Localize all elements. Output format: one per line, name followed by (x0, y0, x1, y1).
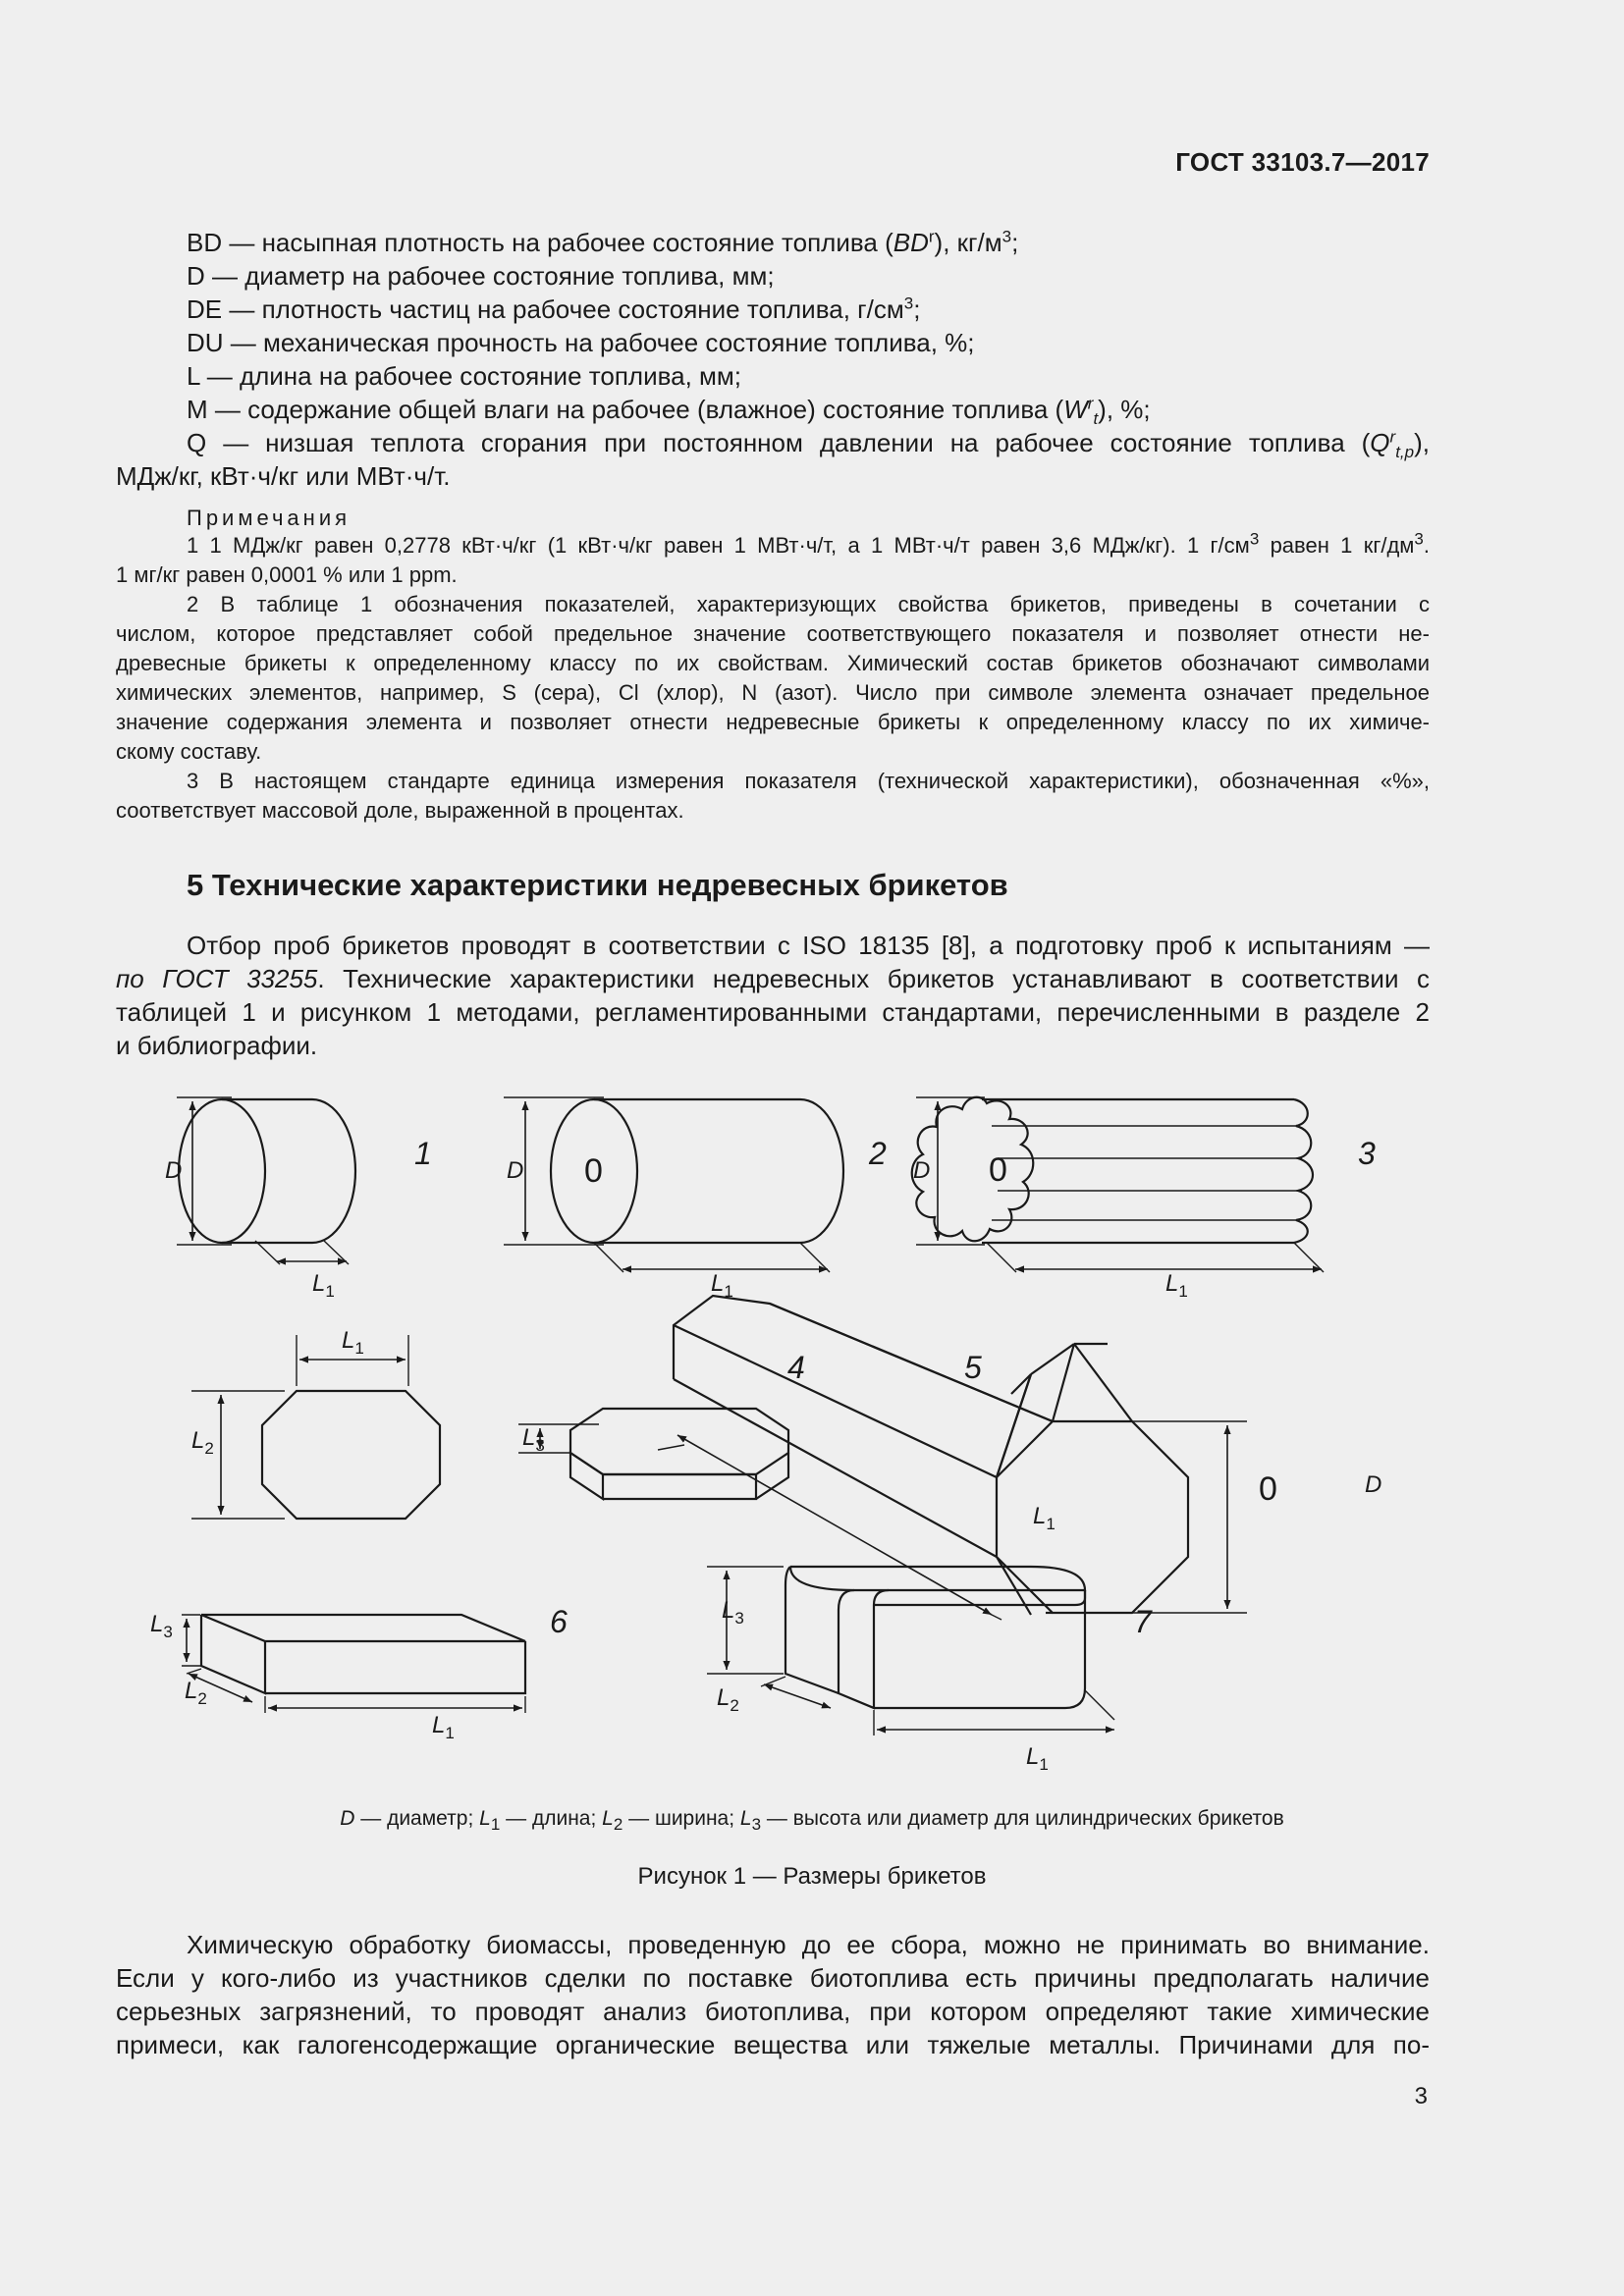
label-l: $L_1$ (1026, 1743, 1049, 1774)
label-l: $L_1$ (432, 1712, 455, 1742)
label-l: $L_3$ (150, 1611, 173, 1641)
briquette-1-short-cylinder (177, 1097, 355, 1264)
notes-heading: Примечания (187, 506, 352, 530)
label-l: $L_3$ (722, 1597, 744, 1628)
note-2-line: скому составу. (116, 739, 262, 764)
label-l: $L_1$ (1033, 1503, 1056, 1533)
paragraph-line: Химическую обработку биомассы, проведенную до ее сбора, можно не принимать во внимание. (187, 1930, 1430, 1959)
briquette-drawings (147, 1080, 1424, 1796)
label-l: $L_1$ (312, 1270, 335, 1301)
shape-number: 2 (869, 1136, 887, 1171)
document-code: ГОСТ 33103.7—2017 (1175, 147, 1430, 177)
paragraph-line: по ГОСТ 33255. Технические характеристики недревесных брикетов устанавливают в соответствии с (116, 964, 1430, 993)
paragraph-line: таблицей 1 и рисунком 1 методами, регламентированными стандартами, перечисленными в разделе 2 (116, 997, 1430, 1027)
note-1: 1 1 МДж/кг равен 0,2778 кВт·ч/кг (1 кВт·ч/кг равен 1 МВт·ч/т, а 1 МВт·ч/т равен 3,6 МДж/кг). 1 $г/см^3$ равен 1 $кг/дм^3$. (187, 529, 1431, 558)
label-l: $L_2$ (717, 1684, 739, 1715)
note-2-line: химических элементов, например, S (сера), Cl (хлор), N (азот). Число при символе элемента означает предельное (116, 680, 1430, 705)
label-d: D (507, 1157, 524, 1184)
label-zero: 0 (584, 1152, 603, 1190)
label-d: D (165, 1157, 183, 1184)
note-2-line: числом, которое представляет собой предельное значение соответствующего показателя и позволяет отнести не- (116, 621, 1430, 646)
shape-number: 1 (414, 1136, 432, 1171)
briquette-7-rounded-block (707, 1567, 1114, 1735)
note-3-line: соответствует массовой доле, выраженной в процентах. (116, 798, 684, 823)
shape-number: 6 (550, 1604, 568, 1639)
briquette-figure (147, 1080, 1424, 1801)
briquette-6-block (182, 1615, 525, 1713)
paragraph-line: примеси, как галогенсодержащие органические вещества или тяжелые металлы. Причинами для по- (116, 2030, 1430, 2059)
briquette-5-octagonal-prism (674, 1325, 1188, 1615)
shape-number: 3 (1358, 1136, 1376, 1171)
label-zero: 0 (1259, 1470, 1277, 1508)
briquette-5-prism-body (491, 1296, 1247, 1620)
briquette-2-long-cylinder (504, 1097, 843, 1272)
paragraph-line: серьезных загрязнений, то проводят анализ биотоплива, при котором определяют такие химические (116, 1997, 1430, 2026)
shape-number: 7 (1134, 1604, 1152, 1639)
note-2-line: древесные брикеты к определенному классу по их свойствам. Химический состав брикетов обозначают символами (116, 651, 1430, 675)
definition-m: M — содержание общей влаги на рабочее (влажное) состояние топлива $(W^r_t)$, %; (187, 394, 1151, 429)
note-1-line2: 1 мг/кг равен 0,0001 % или 1 ppm. (116, 562, 458, 587)
label-l: $L_3$ (522, 1424, 545, 1455)
briquette-3-ribbed-cylinder (912, 1097, 1324, 1272)
definition-de: DE — плотность частиц на рабочее состояние топлива, $г/см^3$; (187, 294, 921, 324)
paragraph-line: Если у кого-либо из участников сделки по поставке биотоплива есть причины предполагать наличие (116, 1963, 1430, 1993)
definition-d: D — диаметр на рабочее состояние топлива, мм; (187, 261, 775, 291)
figure-caption: Рисунок 1 — Размеры брикетов (637, 1863, 987, 1890)
note-2-line: значение содержания элемента и позволяет отнести недревесные брикеты к определенному классу по их химиче- (116, 710, 1430, 734)
shape-number: 4 (787, 1350, 805, 1385)
label-l: $L_2$ (185, 1678, 207, 1708)
definition-bd: BD — насыпная плотность на рабочее состояние топлива $(BD^r)$, $кг/м^3$; (187, 227, 1019, 257)
label-d: D (1365, 1471, 1382, 1498)
definition-l: L — длина на рабочее состояние топлива, мм; (187, 361, 742, 391)
definition-q: Q — низшая теплота сгорания при постоянном давлении на рабочее состояние топлива $(Q^r_{t,p})$, (187, 427, 1430, 462)
shape-number: 5 (964, 1350, 982, 1385)
label-l: $L_1$ (342, 1327, 364, 1358)
note-3-line: 3 В настоящем стандарте единица измерения показателя (технической характеристики), обозначенная «%», (187, 769, 1430, 793)
section-title: 5 Технические характеристики недревесных брикетов (187, 868, 1008, 902)
note-2-line: 2 В таблице 1 обозначения показателей, характеризующих свойства брикетов, приведены в сочетании с (187, 592, 1430, 616)
label-zero: 0 (989, 1151, 1007, 1189)
label-l: $L_1$ (1165, 1270, 1188, 1301)
paragraph-line: Отбор проб брикетов проводят в соответствии с ISO 18135 [8], а подготовку проб к испытаниям — (187, 931, 1430, 960)
figure-legend: D — диаметр; $L_1$ — длина; $L_2$ — ширина; $L_3$ — высота или диаметр для цилиндрических брикетов (340, 1807, 1284, 1835)
page-number: 3 (1414, 2083, 1428, 2109)
paragraph-line: и библиографии. (116, 1031, 318, 1060)
label-l: $L_2$ (191, 1427, 214, 1458)
briquette-4-octagon-plan (191, 1335, 440, 1519)
definition-du: DU — механическая прочность на рабочее состояние топлива, %; (187, 328, 975, 357)
definition-q-units: МДж/кг, кВт·ч/кг или МВт·ч/т. (116, 461, 451, 491)
label-d: D (913, 1157, 931, 1184)
label-l: $L_1$ (711, 1270, 733, 1301)
